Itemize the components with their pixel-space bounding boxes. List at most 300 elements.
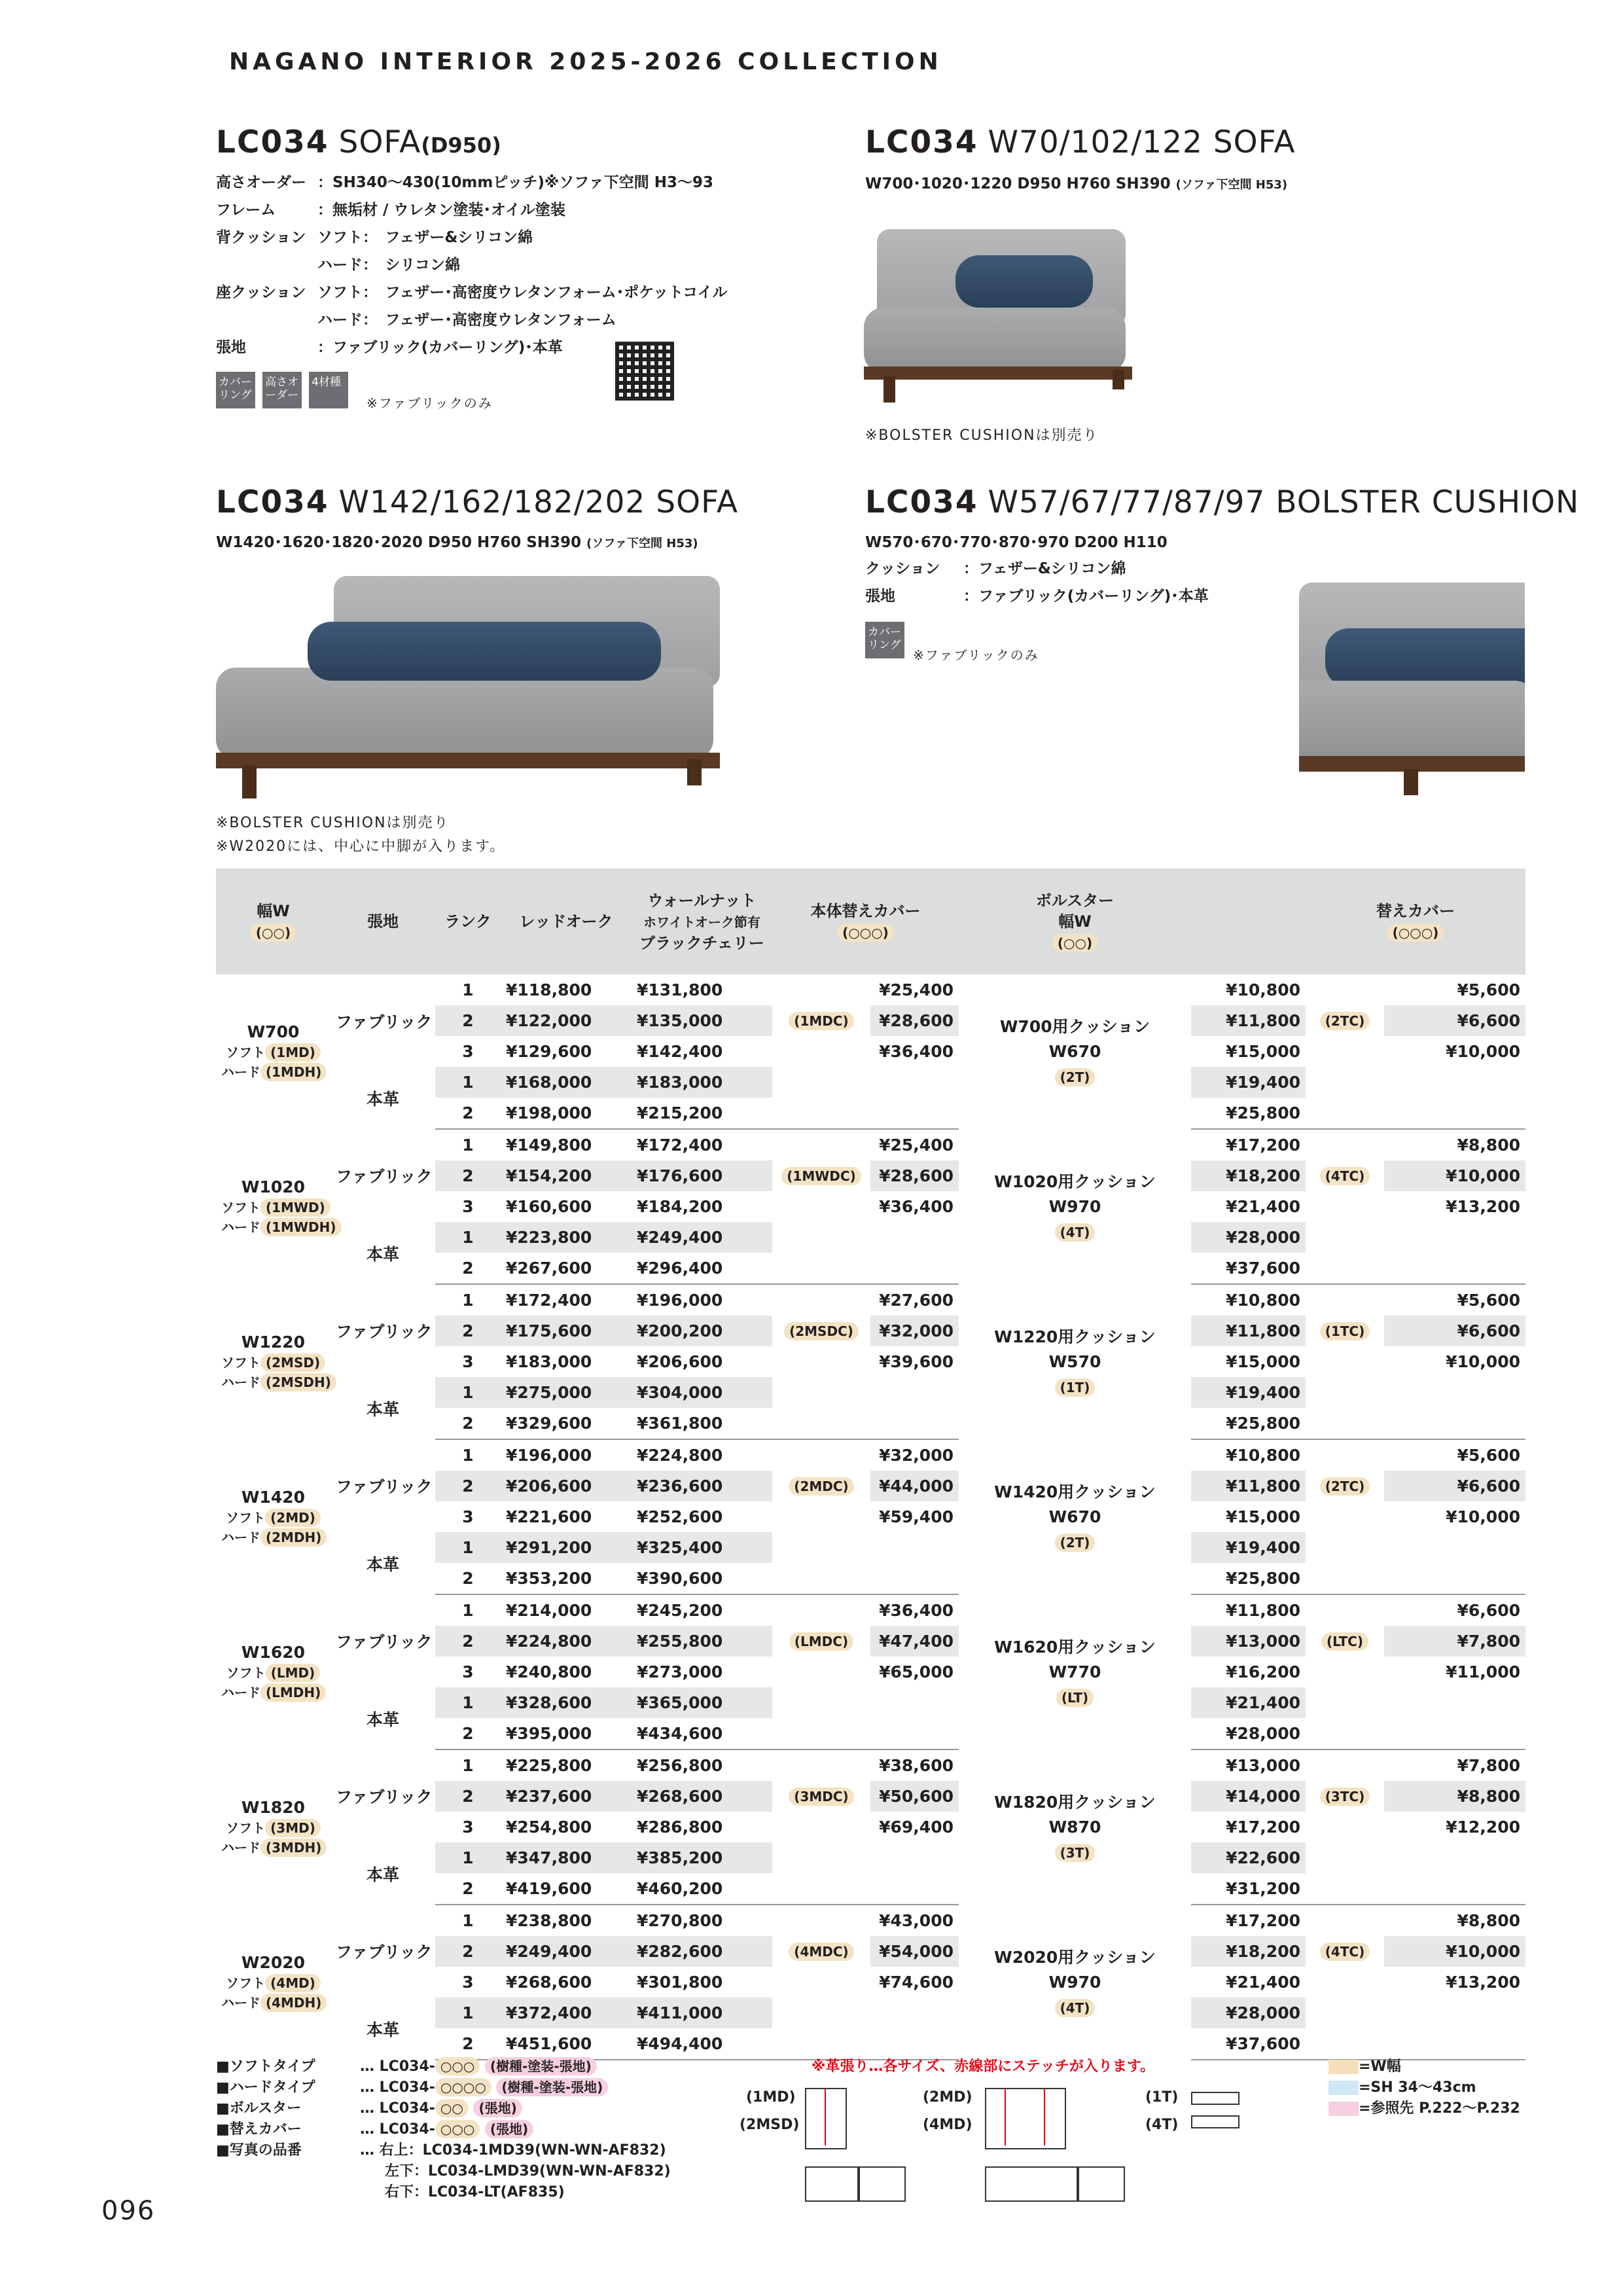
cover-price: [870, 1563, 959, 1594]
model-code: LC034: [216, 124, 329, 160]
rank-cell: 3: [462, 1197, 474, 1216]
walnut-price: ¥273,000: [637, 1662, 723, 1681]
replacement-code: (2TC): [1306, 1471, 1384, 1501]
replacement-price: [1384, 1067, 1525, 1098]
legend-item: [1329, 2097, 1520, 2118]
width-label: W1220: [241, 1332, 306, 1352]
rank-cell: 3: [462, 1042, 474, 1061]
rank-cell: 2: [435, 1626, 501, 1657]
walnut-price: ¥206,600: [637, 1352, 723, 1371]
type-label: ■写真の品番: [216, 2142, 302, 2159]
cover-price: ¥65,000: [879, 1662, 954, 1681]
cover-price: ¥44,000: [870, 1471, 959, 1501]
cover-code-empty: [772, 1998, 870, 2028]
replacement-code-empty: [1306, 1532, 1384, 1563]
legend-text: =参照先 P.222〜P.232: [1359, 2100, 1520, 2117]
cover-price: [870, 1098, 959, 1129]
red-oak-price: ¥118,800: [506, 980, 592, 999]
spec-row: [865, 556, 1323, 584]
replacement-price: ¥7,800: [1457, 1756, 1520, 1775]
bolster-price: ¥25,800: [1191, 1408, 1306, 1439]
bolster-width: W570: [1048, 1352, 1101, 1371]
walnut-price: ¥224,800: [637, 1446, 723, 1465]
type-codes: ○○○: [435, 2120, 480, 2138]
cover-code-empty: [772, 1222, 870, 1253]
spec-row: [865, 584, 1323, 611]
cover-price: ¥36,400: [879, 1042, 954, 1061]
spec-label: フレーム: [216, 202, 276, 219]
bolster-cell: [959, 1905, 1191, 2060]
walnut-price: ¥282,600: [632, 1936, 772, 1967]
red-oak-price: ¥372,400: [501, 1998, 632, 2028]
replacement-price: ¥6,600: [1457, 1601, 1520, 1620]
spec-value: ：ファブリック(カバーリング)･本革: [963, 588, 1209, 605]
cover-code: (LMDC): [772, 1626, 870, 1657]
soft-code: ソフト (1MWD): [221, 1198, 325, 1217]
red-oak-price: ¥129,600: [506, 1042, 592, 1061]
bolster-name: W1220用クッション: [994, 1327, 1156, 1346]
legend-text: =SH 34〜43cm: [1359, 2079, 1476, 2096]
walnut-price: ¥365,000: [632, 1687, 772, 1718]
width-cell: [216, 1439, 330, 1594]
bolster-price: ¥17,200: [1226, 1911, 1300, 1930]
red-oak-price: ¥154,200: [501, 1160, 632, 1191]
rank-cell: 1: [462, 1756, 474, 1775]
replacement-price: [1384, 1563, 1525, 1594]
table-row: [216, 1067, 1525, 1098]
cover-price: ¥27,600: [879, 1291, 954, 1310]
diagram-label-1md: (1MD): [746, 2089, 796, 2106]
rank-cell: 3: [462, 1662, 474, 1681]
cover-price: ¥59,400: [879, 1507, 954, 1526]
legend-swatch: [1329, 2060, 1359, 2074]
replacement-code: (1TC): [1306, 1316, 1384, 1346]
cover-code-empty: [772, 1842, 870, 1873]
replacement-price: ¥10,000: [1384, 1160, 1525, 1191]
red-oak-price: ¥347,800: [501, 1842, 632, 1873]
price-table: [216, 869, 1525, 2060]
cover-price: [870, 1873, 959, 1905]
table-row: [216, 1377, 1525, 1408]
red-oak-price: ¥223,800: [501, 1222, 632, 1253]
spec-label: 張地: [865, 588, 895, 605]
hard-code: ハード (1MWDH): [221, 1217, 325, 1237]
cover-price: ¥28,600: [870, 1160, 959, 1191]
replacement-price: [1384, 1408, 1525, 1439]
cover-code-empty: [772, 1191, 870, 1222]
bolster-sold-separately-note: ※BOLSTER CUSHIONは別売り: [865, 427, 1099, 444]
bolster-price: ¥37,600: [1191, 2028, 1306, 2060]
bolster-price: ¥18,200: [1191, 1160, 1306, 1191]
bolster-cell: [959, 1594, 1191, 1749]
diagram-label-4md: (4MD): [923, 2117, 972, 2133]
bolster-name: W1020用クッション: [994, 1172, 1156, 1191]
red-oak-price: ¥249,400: [501, 1936, 632, 1967]
col-bolster: ボルスター 幅W (○○): [959, 869, 1191, 975]
cover-price: ¥32,000: [879, 1446, 954, 1465]
spec-row: [216, 253, 805, 280]
red-oak-price: ¥225,800: [506, 1756, 592, 1775]
width-label: W1620: [241, 1642, 306, 1662]
walnut-price: ¥215,200: [632, 1098, 772, 1129]
soft-code: ソフト (2MSD): [221, 1353, 325, 1372]
replacement-price: [1384, 1253, 1525, 1284]
bolster-price: ¥15,000: [1226, 1507, 1300, 1526]
replacement-code-empty: [1306, 1036, 1384, 1067]
replacement-code-empty: [1306, 1067, 1384, 1098]
spec-label: クッション: [865, 560, 940, 577]
col-rank: ランク: [435, 869, 501, 975]
bolster-code: (1T): [964, 1374, 1186, 1399]
cover-code-empty: [772, 1749, 870, 1781]
walnut-price: ¥286,800: [637, 1818, 723, 1837]
code-format-row: [216, 2118, 671, 2139]
spec-list: [865, 556, 1323, 611]
bolster-price: ¥21,400: [1226, 1973, 1300, 1992]
cover-code-empty: [772, 1687, 870, 1718]
cover-code-empty: [772, 1967, 870, 1998]
cover-code: (2MSDC): [772, 1316, 870, 1346]
bolster-name: W1820用クッション: [994, 1792, 1156, 1812]
cover-code-empty: [772, 1067, 870, 1098]
rank-cell: 2: [435, 2028, 501, 2060]
walnut-price: ¥142,400: [637, 1042, 723, 1061]
width-cell: [216, 975, 330, 1129]
type-prefix: … 右上：LC034-1MD39(WN-WN-AF832): [360, 2142, 666, 2159]
type-label: ■ボルスター: [216, 2100, 302, 2117]
soft-code: ソフト (2MD): [221, 1508, 325, 1528]
red-oak-price: ¥451,600: [501, 2028, 632, 2060]
leather-type-cell: 本革: [366, 2020, 399, 2039]
collection-header: NAGANO INTERIOR 2025-2026 COLLECTION: [229, 48, 942, 75]
rank-cell: 2: [435, 1718, 501, 1749]
bolster-cell: [959, 1284, 1191, 1439]
dims-note: (ソファ下空間 H53): [586, 537, 698, 550]
bolster-name: W1420用クッション: [994, 1482, 1156, 1501]
fabric-only-note: ※ファブリックのみ: [366, 395, 493, 411]
badge-covering: カバーリング: [865, 622, 904, 658]
walnut-price: ¥172,400: [637, 1136, 723, 1155]
cover-price: ¥74,600: [879, 1973, 954, 1992]
code-format-row: [216, 2139, 671, 2160]
bolster-cell: [959, 975, 1191, 1129]
replacement-code-empty: [1306, 1718, 1384, 1749]
replacement-code-empty: [1306, 1687, 1384, 1718]
table-row: [216, 1905, 1525, 1936]
red-oak-price: ¥198,000: [501, 1098, 632, 1129]
cover-price: ¥47,400: [870, 1626, 959, 1657]
width-label: W700: [247, 1022, 300, 1041]
col-width: 幅W (○○): [216, 869, 330, 975]
walnut-price: ¥325,400: [632, 1532, 772, 1563]
replacement-code-empty: [1306, 1222, 1384, 1253]
cover-price: ¥54,000: [870, 1936, 959, 1967]
bolster-price: ¥13,000: [1226, 1756, 1300, 1775]
bolster-name: W700用クッション: [999, 1017, 1150, 1036]
replacement-price: [1384, 1873, 1525, 1905]
walnut-price: ¥131,800: [637, 980, 723, 999]
walnut-price: ¥245,200: [637, 1601, 723, 1620]
leather-type-cell: 本革: [366, 1244, 399, 1264]
dimensions: [865, 171, 1287, 193]
width-cell: [216, 1749, 330, 1905]
bolster-price: ¥21,400: [1191, 1687, 1306, 1718]
walnut-price: ¥460,200: [632, 1873, 772, 1905]
col-fabric: 張地: [330, 869, 435, 975]
width-cell: [216, 1129, 336, 1284]
width-cell: [216, 1284, 330, 1439]
spec-row: [216, 308, 805, 335]
leather-type-cell: 本革: [366, 1710, 399, 1729]
model-sub: (D950): [421, 133, 501, 158]
cover-price: [870, 1532, 959, 1563]
table-row: [216, 1222, 1525, 1253]
rank-cell: 2: [435, 1253, 501, 1284]
replacement-code-empty: [1306, 1563, 1384, 1594]
walnut-price: ¥301,800: [637, 1973, 723, 1992]
red-oak-price: ¥353,200: [501, 1563, 632, 1594]
photo-code-line: 右下：LC034-LT(AF835): [385, 2184, 565, 2200]
cover-price: ¥43,000: [879, 1911, 954, 1930]
red-oak-price: ¥328,600: [501, 1687, 632, 1718]
hard-code: ハード (4MDH): [221, 1993, 325, 2013]
replacement-price: ¥10,000: [1384, 1936, 1525, 1967]
spec-label: 張地: [216, 339, 246, 356]
badge-4-woods: 4材種: [309, 372, 348, 408]
replacement-price: ¥8,800: [1384, 1781, 1525, 1812]
spec-row: [216, 170, 805, 198]
cover-price: ¥36,400: [879, 1601, 954, 1620]
cover-code-empty: [772, 1657, 870, 1687]
replacement-price: ¥5,600: [1457, 1446, 1520, 1465]
bolster-price: ¥17,200: [1226, 1136, 1300, 1155]
qr-code[interactable]: [615, 342, 674, 401]
width-label: W2020: [241, 1952, 306, 1972]
rank-cell: 3: [462, 1507, 474, 1526]
cover-price: ¥25,400: [879, 980, 954, 999]
replacement-code-empty: [1306, 975, 1384, 1005]
type-extra: (張地): [473, 2099, 522, 2117]
bolster-name: W2020用クッション: [994, 1947, 1156, 1967]
red-oak-price: ¥221,600: [506, 1507, 592, 1526]
cover-price: ¥39,600: [879, 1352, 954, 1371]
replacement-code-empty: [1306, 1749, 1384, 1781]
cover-price: [870, 1377, 959, 1408]
rank-cell: 1: [435, 1532, 501, 1563]
spec-value: ハード： フェザー･高密度ウレタンフォーム: [317, 312, 616, 329]
replacement-price: ¥7,800: [1384, 1626, 1525, 1657]
model-code: LC034: [216, 484, 329, 520]
rank-cell: 1: [462, 1136, 474, 1155]
bolster-code: (4T): [964, 1219, 1186, 1244]
red-oak-price: ¥149,800: [506, 1136, 592, 1155]
leather-type-cell: 本革: [366, 1554, 399, 1574]
walnut-price: ¥176,600: [632, 1160, 772, 1191]
replacement-price: [1384, 1687, 1525, 1718]
rank-cell: 2: [435, 1408, 501, 1439]
cover-code-empty: [772, 1532, 870, 1563]
spec-label: 背クッション: [216, 229, 306, 246]
bolster-price: ¥11,800: [1191, 1471, 1306, 1501]
cover-code: (1MWDC): [772, 1160, 870, 1191]
red-oak-price: ¥224,800: [501, 1626, 632, 1657]
hard-code: ハード (LMDH): [221, 1683, 325, 1702]
spec-list: [216, 170, 805, 363]
spec-label: 座クッション: [216, 284, 306, 301]
rank-cell: 1: [462, 1601, 474, 1620]
cover-code: (4MDC): [772, 1936, 870, 1967]
cover-code-empty: [772, 1501, 870, 1532]
legend-swatch: [1329, 2102, 1359, 2116]
walnut-price: ¥135,000: [632, 1005, 772, 1036]
walnut-price: ¥385,200: [632, 1842, 772, 1873]
red-oak-price: ¥206,600: [501, 1471, 632, 1501]
bolster-price: ¥11,800: [1226, 1601, 1300, 1620]
table-row: [216, 975, 1525, 1005]
cover-code-empty: [772, 1408, 870, 1439]
rank-cell: 2: [435, 1471, 501, 1501]
rank-cell: 1: [462, 980, 474, 999]
code-format-row: [216, 2097, 671, 2118]
replacement-code-empty: [1306, 1439, 1384, 1471]
bolster-code: (2T): [964, 1530, 1186, 1554]
type-label: ■替えカバー: [216, 2121, 302, 2138]
walnut-price: ¥268,600: [632, 1781, 772, 1812]
spec-label: 高さオーダー: [216, 174, 306, 191]
width-label: W1420: [241, 1487, 306, 1507]
cover-price: [870, 1998, 959, 2028]
col-replacement-cover: 替えカバー (○○○): [1306, 869, 1525, 975]
replacement-code-empty: [1306, 1098, 1384, 1129]
replacement-price: ¥11,000: [1446, 1662, 1520, 1681]
red-oak-price: ¥395,000: [501, 1718, 632, 1749]
fabric-type-cell: ファブリック: [336, 1943, 433, 1962]
rank-cell: 1: [435, 1377, 501, 1408]
rank-cell: 2: [435, 1005, 501, 1036]
stitch-note: ※革張り…各サイズ、赤線部にステッチが入ります。: [812, 2058, 1155, 2075]
walnut-price: ¥236,600: [632, 1471, 772, 1501]
type-prefix: … LC034-: [360, 2121, 435, 2138]
col-bolster-price: [1191, 869, 1306, 975]
table-row: [216, 1749, 1525, 1781]
table-row: [216, 1129, 1525, 1160]
red-oak-price: ¥275,000: [501, 1377, 632, 1408]
red-oak-price: ¥122,000: [501, 1005, 632, 1036]
rank-cell: 1: [435, 1222, 501, 1253]
cover-code-empty: [772, 1873, 870, 1905]
type-codes: ○○: [435, 2099, 469, 2117]
hard-code: ハード (1MDH): [221, 1062, 325, 1082]
soft-code: ソフト (1MD): [221, 1043, 325, 1062]
model-name: W142/162/182/202 SOFA: [338, 484, 738, 520]
red-oak-price: ¥168,000: [501, 1067, 632, 1098]
replacement-code-empty: [1306, 1377, 1384, 1408]
red-oak-price: ¥291,200: [501, 1532, 632, 1563]
bolster-sold-separately-note: ※BOLSTER CUSHIONは別売り: [216, 815, 450, 831]
replacement-code-empty: [1306, 1657, 1384, 1687]
replacement-code-empty: [1306, 1284, 1384, 1316]
bolster-width: W670: [1048, 1042, 1101, 1061]
bolster-price: ¥11,800: [1191, 1316, 1306, 1346]
fabric-type-cell: ファブリック: [336, 1477, 433, 1496]
bolster-price: ¥28,000: [1191, 1998, 1306, 2028]
width-cell: [216, 1905, 330, 2060]
feature-badges: [865, 622, 908, 658]
rank-cell: 2: [435, 1873, 501, 1905]
hard-code: ハード (3MDH): [221, 1838, 325, 1857]
replacement-code: (LTC): [1306, 1626, 1384, 1657]
replacement-code-empty: [1306, 1998, 1384, 2028]
replacement-price: ¥8,800: [1457, 1911, 1520, 1930]
photo-code-line: 左下：LC034-LMD39(WN-WN-AF832): [385, 2163, 671, 2179]
replacement-code-empty: [1306, 1842, 1384, 1873]
model-title-small-sofa: [865, 124, 1296, 160]
bolster-cell: [959, 1439, 1191, 1594]
legend-item: [1329, 2076, 1520, 2097]
col-walnut: ウォールナット ホワイトオーク節有 ブラックチェリー: [632, 869, 772, 975]
replacement-price: [1384, 1532, 1525, 1563]
spec-row: [216, 280, 805, 308]
bolster-price: ¥25,800: [1191, 1098, 1306, 1129]
diagram-label-2msd: (2MSD): [740, 2117, 800, 2133]
rank-cell: 2: [435, 1936, 501, 1967]
red-oak-price: ¥267,600: [501, 1253, 632, 1284]
badge-covering: カバーリング: [216, 372, 255, 408]
replacement-code-empty: [1306, 1408, 1384, 1439]
replacement-price: [1384, 1222, 1525, 1253]
dims-text: W1420･1620･1820･2020 D950 H760 SH390: [216, 534, 582, 551]
cover-price: ¥32,000: [870, 1316, 959, 1346]
replacement-code-empty: [1306, 1253, 1384, 1284]
bolster-price: ¥25,800: [1191, 1563, 1306, 1594]
rank-cell: 1: [435, 1067, 501, 1098]
cover-code-empty: [772, 1377, 870, 1408]
rank-cell: 2: [435, 1563, 501, 1594]
walnut-price: ¥361,800: [632, 1408, 772, 1439]
replacement-price: ¥13,200: [1446, 1973, 1520, 1992]
product-code-legend: [216, 2055, 671, 2202]
spec-value: ：無垢材 / ウレタン塗装･オイル塗装: [317, 202, 565, 219]
red-oak-price: ¥214,000: [506, 1601, 592, 1620]
red-oak-price: ¥268,600: [506, 1973, 592, 1992]
bolster-price: ¥10,800: [1226, 980, 1300, 999]
sofa-photo-large: [216, 576, 740, 805]
col-cover: 本体替えカバー (○○○): [772, 869, 959, 975]
cover-price: [870, 1222, 959, 1253]
bolster-width: W770: [1048, 1662, 1101, 1681]
cover-code-empty: [772, 1036, 870, 1067]
replacement-code-empty: [1306, 1967, 1384, 1998]
table-row: [216, 1842, 1525, 1873]
code-format-row: [216, 2055, 671, 2076]
type-prefix: … LC034-: [360, 2079, 435, 2096]
spec-value: ：ファブリック(カバーリング)･本革: [317, 339, 563, 356]
fabric-type-cell: ファブリック: [336, 1012, 433, 1031]
replacement-price: ¥13,200: [1446, 1197, 1520, 1216]
bolster-code: (LT): [964, 1685, 1186, 1710]
walnut-price: ¥252,600: [637, 1507, 723, 1526]
rank-cell: 2: [435, 1781, 501, 1812]
walnut-price: ¥411,000: [632, 1998, 772, 2028]
legend-item: [1329, 2055, 1520, 2076]
walnut-price: ¥196,000: [637, 1291, 723, 1310]
cover-code: (3MDC): [772, 1781, 870, 1812]
replacement-code-empty: [1306, 1594, 1384, 1626]
cover-code: (1MDC): [772, 1005, 870, 1036]
walnut-price: ¥256,800: [637, 1756, 723, 1775]
feature-badges: [216, 372, 352, 408]
spec-value: ハード： シリコン綿: [317, 257, 461, 274]
